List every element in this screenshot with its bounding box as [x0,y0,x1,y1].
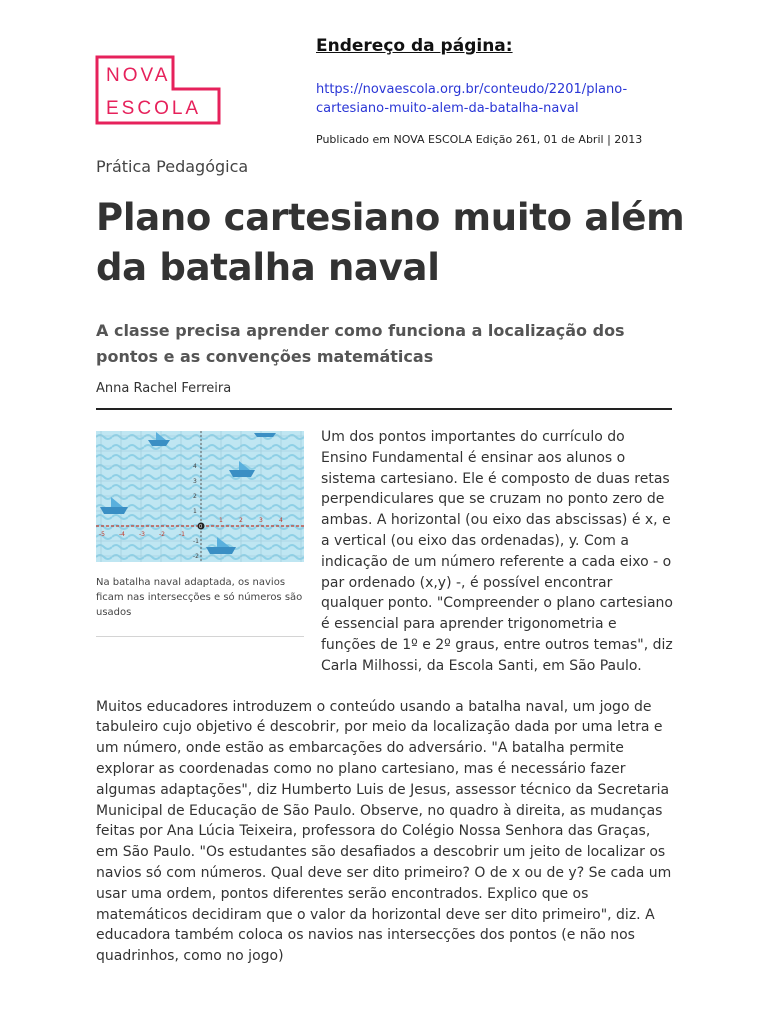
article-subtitle: A classe precisa aprender como funciona a localização dos pontos e as convenções matemáticas [96,321,625,366]
url-line-1: https://novaescola.org.br/conteudo/2201/plano- [316,82,628,97]
url-line-2: cartesiano-muito-alem-da-batalha-naval [316,101,579,116]
header-divider [96,408,672,410]
figure-caption: Na batalha naval adaptada, os navios ficam nas intersecções e só números são usados [96,577,303,618]
nova-escola-logo [95,55,221,125]
y-tick-label: 1 [193,508,197,515]
y-tick-label: -1 [193,538,199,545]
x-tick-label: 2 [239,517,243,524]
logo-line1: NOVA [106,65,171,86]
y-tick-label: 3 [193,478,197,485]
x-tick-label: -2 [159,531,165,538]
x-tick-label: -3 [139,531,145,538]
section-label: Prática Pedagógica [96,157,249,176]
x-tick-label: -1 [179,531,185,538]
x-tick-label: 1 [219,517,223,524]
paragraph-2: Muitos educadores introduzem o conteúdo usando a batalha naval, um jogo de tabuleiro cujo objetivo é descobrir, por meio da localização dada por uma letra e um número, onde estão as embarcações do adversário. "A batalha permite explorar as coordenadas como no plano cartesiano, mas é necessário fazer algumas adaptações", diz Humberto Luis de Jesus, assessor técnico da Secretaria Municipal de Educação de São Paulo. Observe, no quadro à direita, as mudanças feitas por Ana Lúcia Teixeira, professora do Colégio Nossa Senhora das Graças, em São Paulo. "Os estudantes são desafiados a descobrir um jeito de localizar os navios só com números. Qual deve ser dito primeiro? O de x ou de y? Se cada um usar uma ordem, pontos diferentes serão encontrados. Explico que os matemáticos decidiram que o valor da horizontal deve ser dito primeiro", diz. A educadora também coloca os navios nas intersecções dos pontos (e não nos quadrinhos, como no jogo) [96,698,672,965]
article-body [96,427,674,967]
logo-line2: ESCOLA [106,98,202,119]
address-title: Endereço da página: [316,36,513,56]
author-name: Anna Rachel Ferreira [96,381,232,396]
publication-info: Publicado em NOVA ESCOLA Edição 261, 01 de Abril | 2013 [316,133,643,146]
page-url-link[interactable] [316,80,646,118]
paragraph-1: Um dos pontos importantes do currículo do Ensino Fundamental é ensinar aos alunos o sistema cartesiano. Ele é composto de duas retas perpendiculares que se cruzam no ponto zero de ambas. A horizontal (ou eixo das abscissas) é x, e a vertical (ou eixo das ordenadas), y. Com a indicação de um número referente a cada eixo - o par ordenado (x,y) -, é possível encontrar qualquer ponto. "Compreender o plano cartesiano é essencial para aprender trigonometria e funções de 1º e 2º graus, entre outros temas", diz Carla Milhossi, da Escola Santi, em São Paulo. [321,429,673,674]
origin-label: 0 [199,524,203,530]
x-tick-label: -4 [119,531,125,538]
y-tick-label: -2 [193,553,199,560]
y-tick-label: 2 [193,493,197,500]
x-tick-label: -5 [99,531,105,538]
y-tick-label: 4 [193,463,197,470]
x-tick-label: 3 [259,517,263,524]
article-title: Plano cartesiano muito além da batalha naval [96,196,685,289]
x-tick-label: 4 [279,517,283,524]
